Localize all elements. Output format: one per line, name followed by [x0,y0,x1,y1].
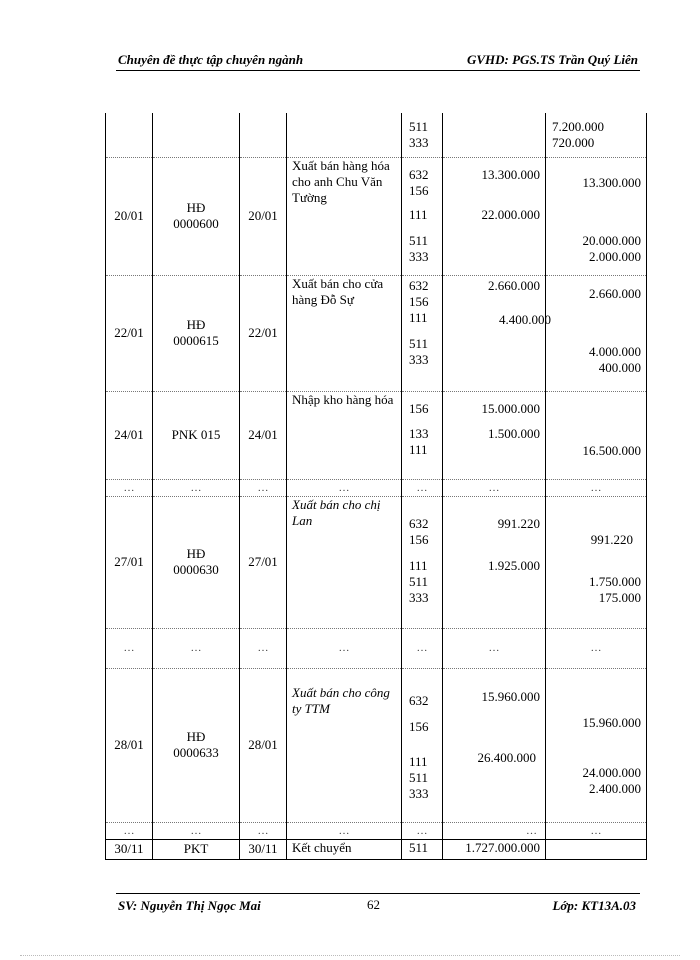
cell-debit: 2.660.000 4.400.000 [443,275,546,391]
table-row-ellipsis: … … … … … … … [106,479,647,496]
footer-class: Lớp: KT13A.03 [552,898,636,913]
cell-date [106,113,153,157]
cell-debit: 991.220 1.925.000 [443,496,546,628]
footer-student: SV: Nguyễn Thị Ngọc Mai [118,898,261,913]
table-row [106,839,647,859]
cell-credit: 7.200.000 720.000 [546,113,647,157]
cell-doc: PNK 015 [153,391,240,479]
cell-date: 24/01 [106,391,153,479]
cell-doc: PKT [153,839,240,859]
page-number: 62 [367,897,380,912]
cell-credit: 16.500.000 [546,391,647,479]
cell-acc: 632 156 111 511 333 [402,157,443,275]
cell-date2: 22/01 [240,275,287,391]
cell-date2: 27/01 [240,496,287,628]
cell-doc: HĐ 0000615 [153,275,240,391]
cell-date: 20/01 [106,157,153,275]
cell-desc: Xuất bán cho chị Lan [287,496,402,628]
cell-date2: 24/01 [240,391,287,479]
table-row [106,275,647,391]
header-rule [116,70,640,71]
cell-debit: 1.727.000.000 [443,839,546,859]
cell-desc: Kết chuyển [287,839,402,859]
cell-debit: 15.960.000 26.400.000 [443,668,546,822]
table-row [106,496,647,628]
cell-debit [443,113,546,157]
cell-credit [546,839,647,859]
cell-date2: 20/01 [240,157,287,275]
cell-credit: 15.960.000 24.000.000 2.400.000 [546,668,647,822]
cell-doc [153,113,240,157]
page-bottom-border [20,955,680,956]
cell-acc: 632 156 111 511 333 [402,668,443,822]
cell-date2: 30/11 [240,839,287,859]
footer-rule [116,893,640,894]
table-row-ellipsis: … … … … … … … [106,822,647,839]
table-row [106,157,647,275]
cell-acc: 632 156 111 511 333 [402,275,443,391]
cell-acc: 511 333 [402,113,443,157]
cell-desc: Xuất bán cho công ty TTM [287,668,402,822]
table-row [106,668,647,822]
cell-doc: HĐ 0000600 [153,157,240,275]
cell-date2: 28/01 [240,668,287,822]
cell-debit: 15.000.000 1.500.000 [443,391,546,479]
cell-doc: HĐ 0000630 [153,496,240,628]
cell-acc: 156 133 111 [402,391,443,479]
cell-doc: HĐ 0000633 [153,668,240,822]
cell-date: 28/01 [106,668,153,822]
cell-acc: 632 156 111 511 333 [402,496,443,628]
cell-date2 [240,113,287,157]
cell-acc: 511 [402,839,443,859]
cell-desc: Xuất bán cho cửa hàng Đỗ Sự [287,275,402,391]
cell-date: 27/01 [106,496,153,628]
cell-desc [287,113,402,157]
cell-date: 30/11 [106,839,153,859]
header-right: GVHD: PGS.TS Trần Quý Liên [466,52,638,67]
cell-desc: Nhập kho hàng hóa [287,391,402,479]
cell-credit: 2.660.000 4.000.000 400.000 [546,275,647,391]
table-row [106,113,647,157]
header-left: Chuyên đề thực tập chuyên ngành [118,52,304,67]
cell-credit: 991.220 1.750.000 175.000 [546,496,647,628]
cell-debit: 13.300.000 22.000.000 [443,157,546,275]
ledger-table [105,113,647,860]
table-row [106,391,647,479]
table-row-ellipsis: … … … … … … … [106,628,647,668]
cell-date: 22/01 [106,275,153,391]
cell-desc: Xuất bán hàng hóa cho anh Chu Văn Tường [287,157,402,275]
cell-credit: 13.300.000 20.000.000 2.000.000 [546,157,647,275]
